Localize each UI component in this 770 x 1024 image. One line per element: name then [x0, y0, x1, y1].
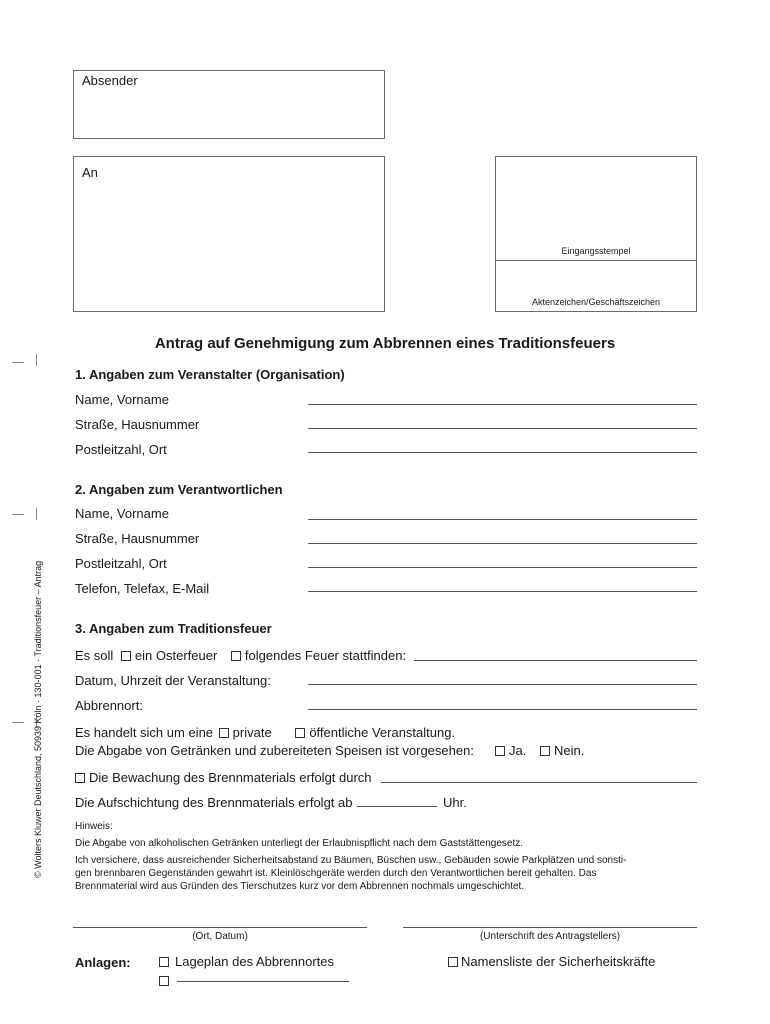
other-fire-checkbox[interactable] — [231, 651, 241, 661]
note-alcohol: Die Abgabe von alkoholischen Getränken unterliegt der Erlaubnispflicht nach dem Gaststättengesetz. — [75, 838, 524, 849]
site-plan-row — [159, 954, 334, 969]
stamp-divider — [496, 260, 696, 261]
es-soll-text: Es soll — [75, 648, 114, 663]
stacking-time-field[interactable] — [357, 806, 437, 807]
drinks-text: Die Abgabe von Getränken und zubereiteten Speisen ist vorgesehen: — [75, 743, 474, 758]
fold-mark — [12, 362, 24, 363]
public-label: öffentliche Veranstaltung. — [309, 725, 456, 740]
other-fire-field[interactable] — [414, 660, 697, 661]
private-checkbox[interactable] — [219, 728, 229, 738]
fold-mark — [12, 514, 24, 515]
s2-name-field[interactable] — [308, 519, 697, 520]
drinks-row — [75, 743, 474, 758]
no-checkbox[interactable] — [540, 746, 550, 756]
other-attachment-row — [159, 972, 173, 990]
s2-street-label: Straße, Hausnummer — [75, 531, 200, 546]
publisher-side-text: © Wolters Kluwer Deutschland, 50939 Köln · 130-001 · Traditionsfeuer – Antrag — [33, 560, 43, 878]
fold-mark — [12, 722, 24, 723]
drinks-options — [495, 743, 584, 758]
private-label: private — [232, 725, 272, 740]
section1-heading: 1. Angaben zum Veranstalter (Organisation) — [75, 367, 345, 382]
s1-name-field[interactable] — [308, 404, 697, 405]
event-type-row — [75, 725, 455, 740]
punch-mark — [36, 354, 37, 366]
s2-contact-label: Telefon, Telefax, E-Mail — [75, 581, 210, 596]
note-declaration-line3: Brennmaterial wird aus Gründen des Tierschutzes kurz vor dem Abbrennen nochmals umgeschichtet. — [75, 881, 525, 892]
datetime-label: Datum, Uhrzeit der Veranstaltung: — [75, 673, 271, 688]
location-label: Abbrennort: — [75, 698, 143, 713]
stamp-label: Eingangsstempel — [561, 246, 631, 256]
s2-city-label: Postleitzahl, Ort — [75, 556, 167, 571]
staff-list-checkbox[interactable] — [448, 957, 458, 967]
note-declaration-line1: Ich versichere, dass ausreichender Sicherheitsabstand zu Bäumen, Büschen usw., Gebäuden sowie Parkplätzen und sonsti- — [75, 855, 627, 866]
signature-field[interactable] — [403, 927, 697, 928]
s2-name-label: Name, Vorname — [75, 506, 169, 521]
location-field[interactable] — [308, 709, 697, 710]
s1-city-label: Postleitzahl, Ort — [75, 442, 167, 457]
s1-city-field[interactable] — [308, 452, 697, 453]
yes-label: Ja. — [509, 743, 527, 758]
datetime-field[interactable] — [308, 684, 697, 685]
osterfeuer-checkbox[interactable] — [121, 651, 131, 661]
s1-name-label: Name, Vorname — [75, 392, 169, 407]
guarding-row — [75, 770, 372, 785]
guarding-field[interactable] — [381, 782, 697, 783]
fire-type-row — [75, 648, 406, 663]
s1-street-field[interactable] — [308, 428, 697, 429]
stacking-label: Die Aufschichtung des Brennmaterials erfolgt ab — [75, 795, 353, 810]
other-attachment-field[interactable] — [177, 981, 349, 982]
site-plan-label: Lageplan des Abbrennortes — [175, 954, 335, 969]
other-attachment-checkbox[interactable] — [159, 976, 169, 986]
staff-list-row — [448, 954, 655, 969]
place-date-field[interactable] — [73, 927, 367, 928]
stamp-box — [495, 156, 697, 312]
public-checkbox[interactable] — [295, 728, 305, 738]
recipient-box[interactable] — [73, 156, 385, 312]
hinweis-label: Hinweis: — [75, 821, 113, 832]
no-label: Nein. — [553, 743, 585, 758]
guarding-label: Die Bewachung des Brennmaterials erfolgt durch — [89, 770, 372, 785]
place-date-label: (Ort, Datum) — [192, 931, 248, 942]
section2-heading: 2. Angaben zum Verantwortlichen — [75, 482, 283, 497]
section3-heading: 3. Angaben zum Traditionsfeuer — [75, 621, 272, 636]
osterfeuer-label: ein Osterfeuer — [134, 648, 218, 663]
recipient-label: An — [82, 165, 98, 180]
punch-mark — [36, 508, 37, 520]
handelt-text: Es handelt sich um eine — [75, 725, 214, 740]
yes-checkbox[interactable] — [495, 746, 505, 756]
s1-street-label: Straße, Hausnummer — [75, 417, 200, 432]
s2-street-field[interactable] — [308, 543, 697, 544]
other-fire-label: folgendes Feuer stattfinden: — [244, 648, 407, 663]
s2-city-field[interactable] — [308, 567, 697, 568]
s2-contact-field[interactable] — [308, 591, 697, 592]
staff-list-label: Namensliste der Sicherheitskräfte — [461, 954, 656, 969]
signature-label: (Unterschrift des Antragstellers) — [479, 931, 621, 942]
uhr-label: Uhr. — [443, 795, 467, 810]
sender-box[interactable] — [73, 70, 385, 139]
note-declaration-line2: gen brennbaren Gegenständen gewahrt ist. Kleinlöschgeräte werden durch den Verantwortlichen bereit gehalten. Das — [75, 868, 597, 879]
site-plan-checkbox[interactable] — [159, 957, 169, 967]
file-ref-label: Aktenzeichen/Geschäftszeichen — [531, 297, 661, 307]
attachments-label: Anlagen: — [75, 955, 131, 970]
sender-label: Absender — [82, 73, 138, 88]
guarding-checkbox[interactable] — [75, 773, 85, 783]
form-title: Antrag auf Genehmigung zum Abbrennen eines Traditionsfeuers — [154, 335, 616, 352]
